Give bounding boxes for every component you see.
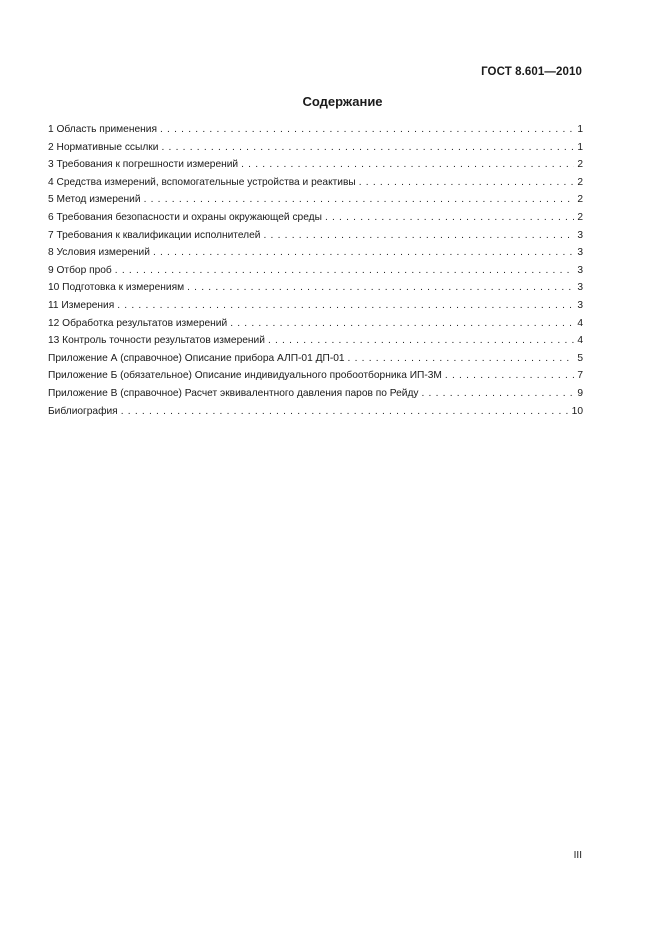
- toc-entry[interactable]: [48, 139, 583, 157]
- toc-leader-dots: [121, 403, 569, 421]
- toc-entry[interactable]: [48, 403, 583, 421]
- toc-entry-page: 1: [577, 124, 583, 135]
- toc-entry[interactable]: [48, 156, 583, 174]
- toc-entry-label: 3 Требования к погрешности измерений: [48, 159, 239, 171]
- toc-leader-dots: [348, 350, 575, 368]
- toc-entry-page: 3: [577, 264, 583, 276]
- toc-entry-label: 7 Требования к квалификации исполнителей: [48, 229, 261, 241]
- toc-entry[interactable]: [48, 367, 583, 385]
- toc-leader-dots: [421, 385, 574, 403]
- toc-entry[interactable]: [48, 262, 583, 280]
- toc-entry[interactable]: [48, 350, 583, 368]
- toc-title: Содержание: [302, 94, 383, 109]
- toc-entry-page: 2: [577, 194, 583, 206]
- toc-entry[interactable]: [48, 332, 583, 350]
- toc-entry-page: 3: [577, 282, 583, 294]
- toc-entry[interactable]: [48, 315, 583, 333]
- toc-entry-page: 9: [577, 387, 583, 399]
- toc-entry[interactable]: [48, 121, 583, 139]
- toc-entry-label: 2 Нормативные ссылки: [48, 141, 159, 153]
- toc-entry-page: 3: [577, 229, 583, 241]
- toc-leader-dots: [117, 297, 574, 315]
- toc-entry-label: 11 Измерения: [48, 299, 115, 311]
- toc-leader-dots: [230, 315, 574, 333]
- toc-entry-page: 4: [577, 317, 583, 329]
- toc-entry-label: 1 Область применения: [48, 124, 157, 135]
- toc-leader-dots: [263, 227, 574, 245]
- toc-entry[interactable]: [48, 209, 583, 227]
- toc-leader-dots: [325, 209, 574, 227]
- toc-entry-page: 10: [571, 405, 583, 417]
- toc-entry-page: 3: [577, 247, 583, 259]
- toc-leader-dots: [359, 174, 575, 192]
- toc-entry-page: 5: [577, 352, 583, 364]
- toc-entry-label: 12 Обработка результатов измерений: [48, 317, 228, 329]
- document-code: ГОСТ 8.601—2010: [481, 66, 582, 78]
- toc-leader-dots: [115, 262, 575, 280]
- toc-entry-label: Приложение В (справочное) Расчет эквивалентного давления паров по Рейду: [48, 387, 419, 399]
- toc-leader-dots: [161, 139, 574, 157]
- toc-leader-dots: [187, 279, 574, 297]
- toc-entry-page: 2: [577, 176, 583, 188]
- toc-entry-label: 10 Подготовка к измерениям: [48, 282, 185, 294]
- table-of-contents: [48, 121, 583, 420]
- toc-entry-label: 4 Средства измерений, вспомогательные устройства и реактивы: [48, 176, 356, 188]
- toc-entry-label: 13 Контроль точности результатов измерений: [48, 335, 265, 347]
- toc-entry[interactable]: [48, 191, 583, 209]
- toc-entry[interactable]: [48, 227, 583, 245]
- toc-entry[interactable]: [48, 279, 583, 297]
- toc-leader-dots: [160, 121, 574, 139]
- page-number: III: [573, 850, 582, 861]
- toc-entry-label: Библиография: [48, 405, 118, 417]
- toc-leader-dots: [445, 367, 574, 385]
- toc-entry-page: 4: [577, 335, 583, 347]
- toc-entry-label: 5 Метод измерений: [48, 194, 141, 206]
- toc-entry-label: 6 Требования безопасности и охраны окружающей среды: [48, 211, 322, 223]
- toc-entry-label: 9 Отбор проб: [48, 264, 112, 276]
- toc-leader-dots: [241, 156, 574, 174]
- toc-entry[interactable]: [48, 297, 583, 315]
- toc-leader-dots: [144, 191, 575, 209]
- toc-entry-label: Приложение Б (обязательное) Описание индивидуального пробоотборника ИП-3М: [48, 370, 442, 382]
- toc-entry-label: 8 Условия измерений: [48, 247, 150, 259]
- toc-entry-page: 3: [577, 299, 583, 311]
- toc-entry-page: 2: [577, 159, 583, 171]
- toc-entry-page: 1: [577, 141, 583, 153]
- toc-entry[interactable]: [48, 244, 583, 262]
- toc-leader-dots: [268, 332, 574, 350]
- toc-entry-page: 2: [577, 211, 583, 223]
- toc-entry-label: Приложение А (справочное) Описание прибора АЛП-01 ДП-01: [48, 352, 345, 364]
- toc-entry[interactable]: [48, 385, 583, 403]
- toc-leader-dots: [153, 244, 574, 262]
- toc-entry[interactable]: [48, 174, 583, 192]
- toc-entry-page: 7: [577, 370, 583, 382]
